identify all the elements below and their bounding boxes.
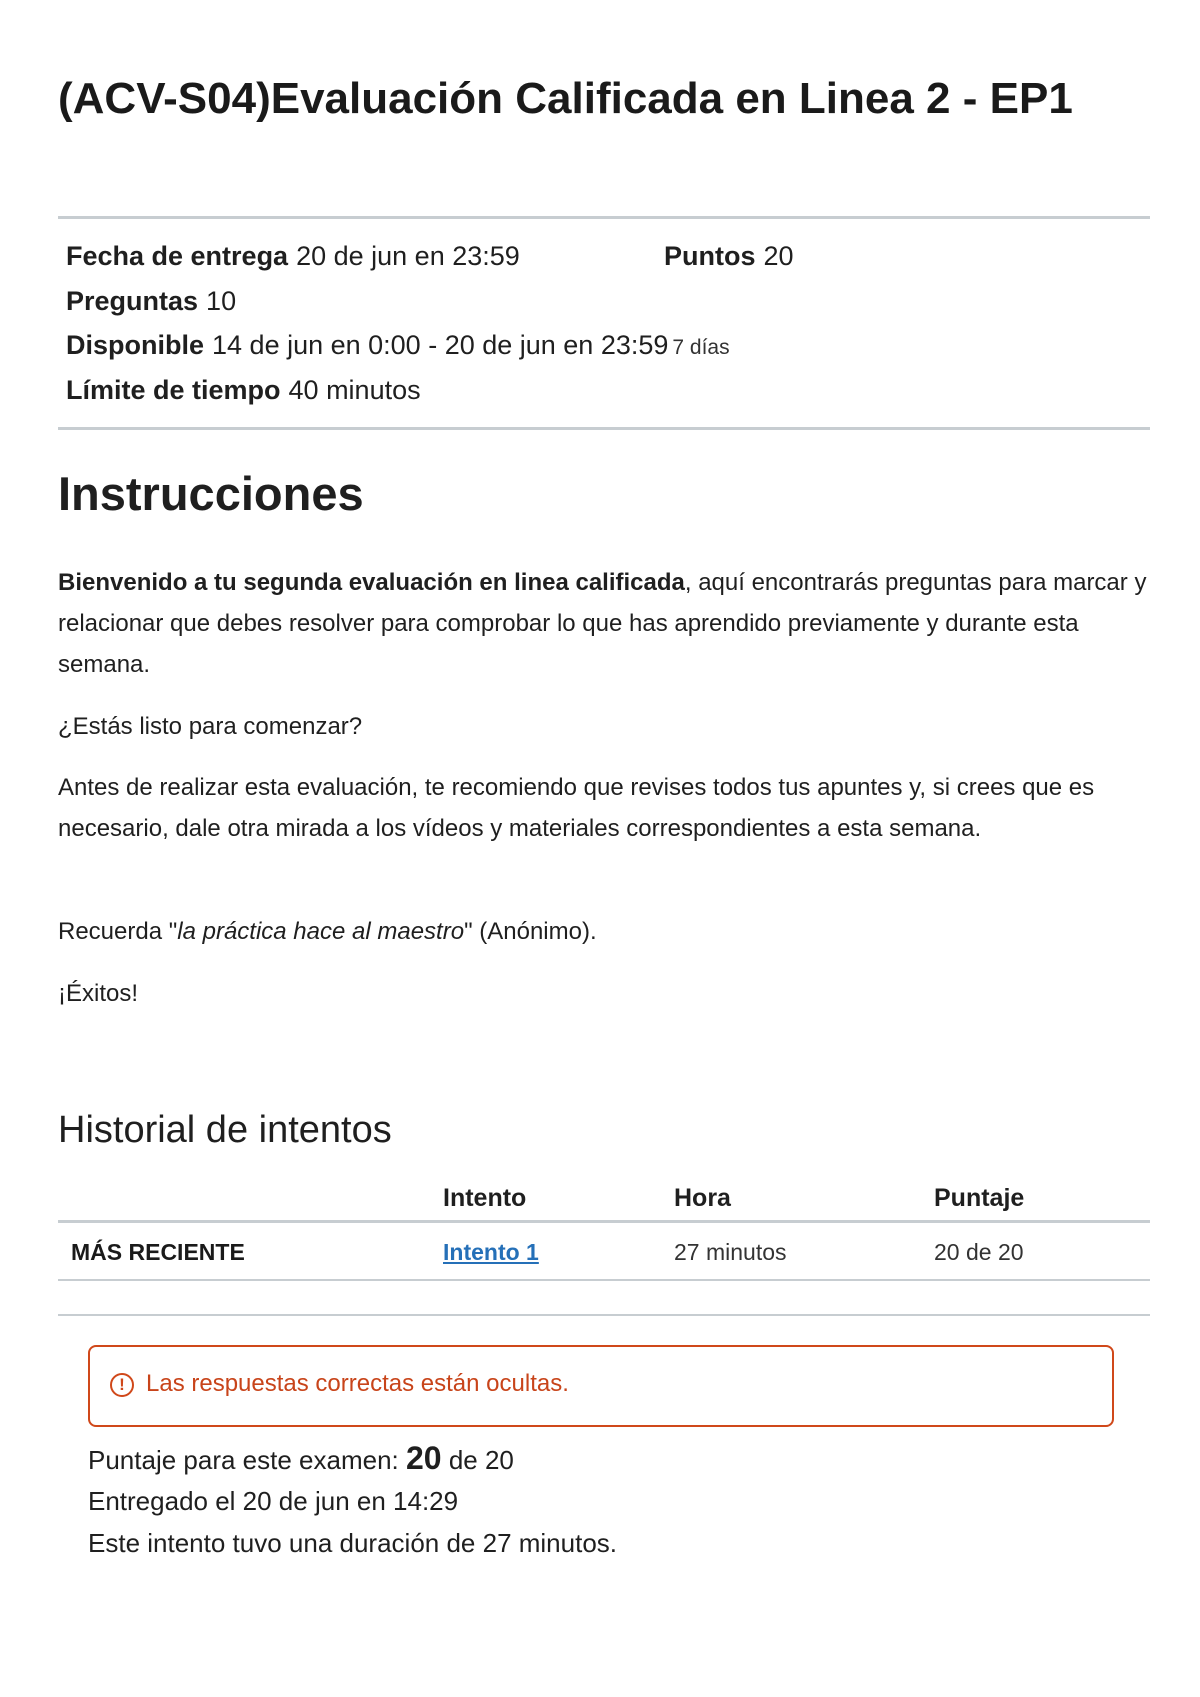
quote-suffix: " (Anónimo). <box>464 918 597 945</box>
hidden-answers-alert <box>88 1345 1114 1427</box>
row-label: MÁS RECIENTE <box>71 1239 245 1265</box>
quiz-score <box>88 1440 514 1478</box>
divider <box>58 216 1150 219</box>
instructions-paragraph-5: ¡Éxitos! <box>58 980 139 1007</box>
table-row-divider <box>58 1279 1150 1281</box>
available-label: Disponible <box>66 330 205 360</box>
score-total: de 20 <box>448 1445 514 1475</box>
column-header-attempt: Intento <box>443 1184 527 1212</box>
instructions-heading: Instrucciones <box>58 467 364 520</box>
instructions-text: , aquí encontrarás preguntas para marcar y relacionar que debes resolver para comprobar lo que has aprendido previamente y durante esta semana. <box>58 569 1147 678</box>
points-label: Puntos <box>664 241 756 271</box>
attempt-duration: Este intento tuvo una duración de 27 minutos. <box>88 1528 618 1558</box>
divider <box>58 427 1150 430</box>
time-limit-row <box>66 372 421 408</box>
warning-icon: ! <box>110 1373 134 1397</box>
table-header-divider <box>58 1220 1150 1223</box>
due-date-value: 20 de jun en 23:59 <box>296 241 520 271</box>
score-label: Puntaje para este examen: <box>88 1445 399 1475</box>
points-row <box>664 238 794 274</box>
questions-label: Preguntas <box>66 286 199 316</box>
row-score: 20 de 20 <box>934 1239 1024 1265</box>
attempt-link[interactable]: Intento 1 <box>443 1239 539 1265</box>
due-date-label: Fecha de entrega <box>66 241 289 271</box>
questions-row <box>66 283 236 319</box>
section-divider <box>58 1314 1150 1316</box>
time-limit-label: Límite de tiempo <box>66 375 281 405</box>
instructions-bold-text: Bienvenido a tu segunda evaluación en linea calificada <box>58 569 685 596</box>
instructions-paragraph-2: ¿Estás listo para comenzar? <box>58 713 363 740</box>
column-header-time: Hora <box>674 1184 731 1212</box>
quote-prefix: Recuerda " <box>58 918 178 945</box>
column-header-score: Puntaje <box>934 1184 1025 1212</box>
instructions-paragraph-3: Antes de realizar esta evaluación, te recomiendo que revises todos tus apuntes y, si crees que es necesario, dale otra mirada a los vídeos y materiales correspondientes a esta semana. <box>58 774 1095 842</box>
quiz-title: (ACV-S04)Evaluación Calificada en Linea 2 - EP1 <box>58 74 1073 123</box>
time-limit-value: 40 minutos <box>288 375 421 405</box>
available-days: 7 días <box>672 336 730 359</box>
score-value: 20 <box>406 1440 442 1476</box>
history-heading: Historial de intentos <box>58 1109 392 1151</box>
available-value: 14 de jun en 0:00 - 20 de jun en 23:59 <box>212 330 669 360</box>
alert-message: Las respuestas correctas están ocultas. <box>146 1370 569 1397</box>
points-value: 20 <box>763 241 794 271</box>
submitted-date: Entregado el 20 de jun en 14:29 <box>88 1486 459 1516</box>
due-date-row <box>66 238 520 274</box>
instructions-paragraph-1 <box>58 562 1150 685</box>
instructions-paragraph-4 <box>58 911 1150 952</box>
available-row <box>66 327 730 366</box>
row-time: 27 minutos <box>674 1239 787 1265</box>
questions-value: 10 <box>206 286 237 316</box>
quote-italic: la práctica hace al maestro <box>177 918 465 945</box>
